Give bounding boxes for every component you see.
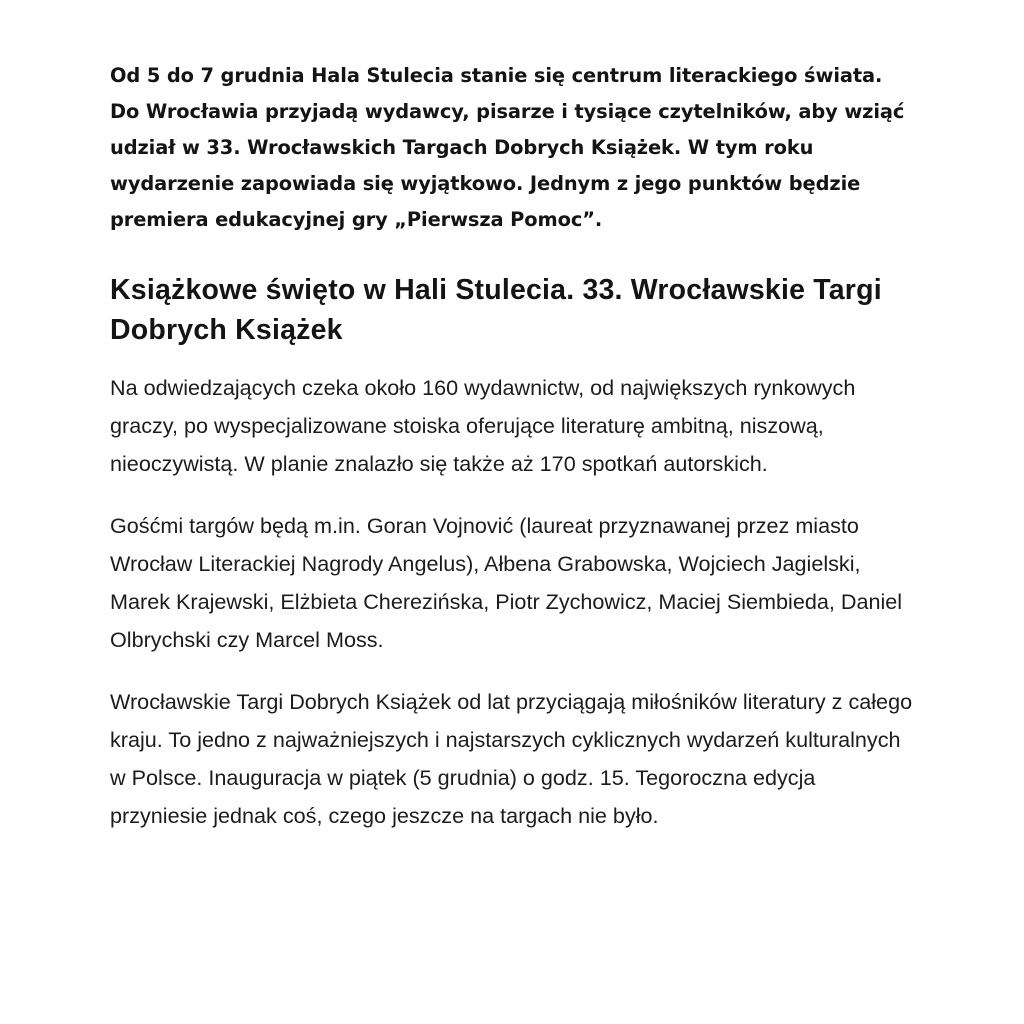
section-heading: Książkowe święto w Hali Stulecia. 33. Wrocławskie Targi Dobrych Książek: [110, 274, 882, 346]
article-lead: Od 5 do 7 grudnia Hala Stulecia stanie się centrum literackiego świata. Do Wrocławia przyjadą wydawcy, pisarze i tysiące czytelników, aby wziąć udział w 33. Wrocławskich Targach Dobrych Książek. W tym roku wydarzenie zapowiada się wyjątkowo. Jednym z jego punktów będzie premiera edukacyjnej gry „Pierwsza Pomoc”.: [110, 64, 905, 231]
article-paragraph-2: Gośćmi targów będą m.in. Goran Vojnović (laureat przyznawanej przez miasto Wrocław Literackiej Nagrody Angelus), Ałbena Grabowska, Wojciech Jagielski, Marek Krajewski, Elżbieta Cherezińska, Piotr Zychowicz, Maciej Siembieda, Daniel Olbrychski czy Marcel Moss.: [110, 513, 903, 652]
article-paragraph-3: Wrocławskie Targi Dobrych Książek od lat przyciągają miłośników literatury z całego kraju. To jedno z najważniejszych i najstarszych cyklicznych wydarzeń kulturalnych w Polsce. Inauguracja w piątek (5 grudnia) o godz. 15. Tegoroczna edycja przyniesie jednak coś, czego jeszcze na targach nie było.: [110, 689, 913, 828]
article-paragraph-1: Na odwiedzających czeka około 160 wydawnictw, od największych rynkowych graczy, po wyspecjalizowane stoiska oferujące literaturę ambitną, niszową, nieoczywistą. W planie znalazło się także aż 170 spotkań autorskich.: [110, 375, 856, 476]
article: [110, 58, 915, 859]
